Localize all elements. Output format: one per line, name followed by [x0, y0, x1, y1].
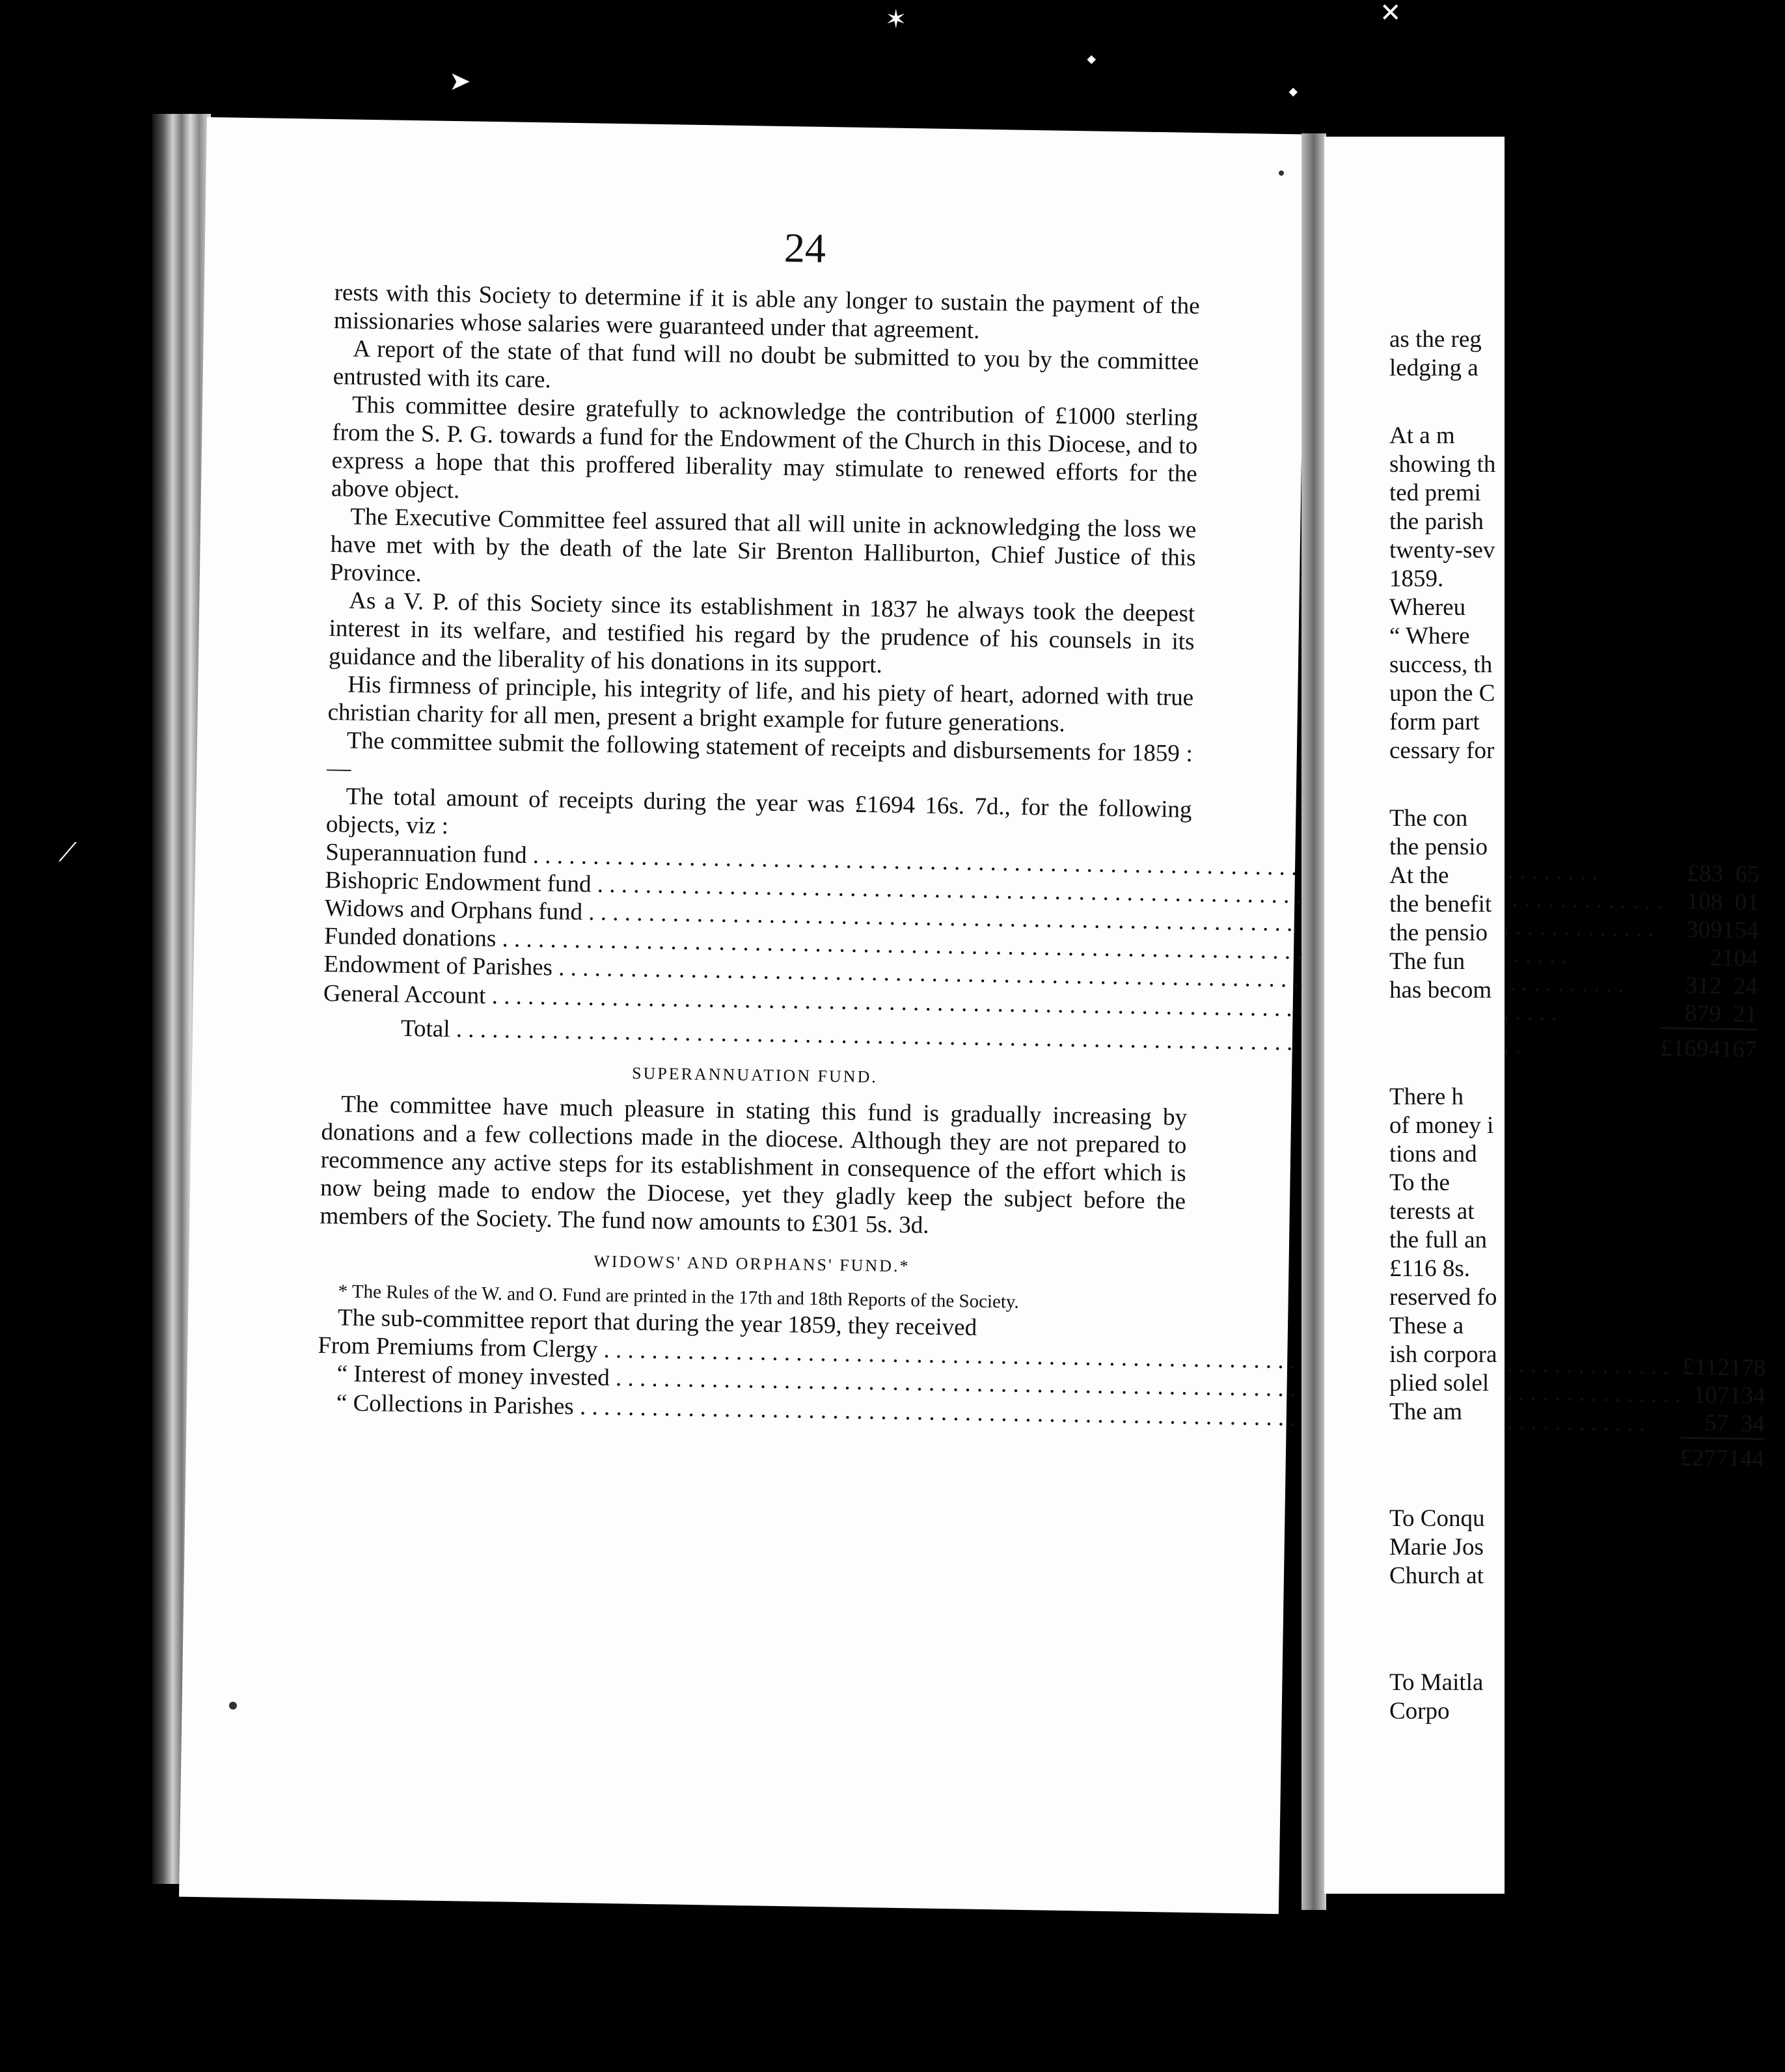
row-label: Endowment of Parishes . . . [323, 950, 1661, 999]
dust-speck: ⬩ [1288, 76, 1298, 105]
paragraph: The committee have much pleasure in stating this fund is gradually increasing by donations and a few collections made in the diocese. Although they are not prepared to recommence any active steps for its establishment in consequence of the effort which is now being made to endow the Diocese, yet they gladly keep the subject before the members of the Society. The fund now amounts to £301 5s. 3d. [320, 1091, 1188, 1239]
pence-cell: 7 [1744, 1036, 1757, 1063]
text-line-fragment: upon the C [1389, 680, 1495, 707]
text-line-fragment: The fun [1389, 948, 1465, 975]
text-line-fragment: ledging a [1389, 355, 1478, 381]
text-line-fragment: To Conqu [1389, 1505, 1485, 1532]
pence-cell: 4 [1745, 945, 1758, 972]
section-heading: SUPERANNUATION FUND. [631, 1063, 879, 1087]
line-gap [1389, 1005, 1650, 1044]
paragraph: The Executive Committee feel assured that all will unite in acknowledging the loss we have met with by the death of the late Sir Brenton Halliburton, Chief Justice of this Province. [329, 503, 1197, 588]
line-gap [1389, 383, 1650, 422]
total-label: Total . . . [323, 1013, 1661, 1062]
line-gap [1389, 1426, 1650, 1465]
shillings-cell: 15 [1722, 916, 1747, 944]
pounds-cell: 57 [1704, 1410, 1729, 1437]
line-gap [1389, 1590, 1650, 1629]
pence-cell: 1 [1745, 1001, 1758, 1028]
text-line-fragment: ted premi [1389, 480, 1481, 506]
text-line-fragment: Marie Jos [1389, 1534, 1484, 1561]
pounds-cell: £277 [1680, 1444, 1728, 1472]
paragraph: The committee submit the following statement of receipts and disbursements for 1859 :— [326, 727, 1193, 782]
text-line-fragment: At a m [1389, 422, 1455, 449]
shillings-cell: 3 [1740, 1410, 1753, 1438]
shillings-cell: 13 [1728, 1382, 1754, 1410]
dust-speck: ✶ [885, 5, 907, 34]
section-heading: WIDOWS' AND ORPHANS' FUND.* [593, 1251, 910, 1276]
text-line-fragment: tions and [1389, 1141, 1477, 1167]
text-line-fragment: The am [1389, 1398, 1462, 1425]
right-page-text [1389, 325, 1650, 1726]
text-line-fragment: cessary for [1389, 737, 1495, 764]
line-gap [1389, 1465, 1650, 1505]
paragraph: The sub-committee report that during the year 1859, they received [337, 1304, 977, 1341]
text-line-fragment: “ Where [1389, 623, 1470, 649]
text-line-fragment: These a [1389, 1313, 1464, 1339]
row-label: Funded donations . . . [324, 922, 1662, 971]
pence-cell: 4 [1752, 1410, 1765, 1438]
shillings-cell: 6 [1735, 861, 1748, 888]
text-line-fragment: terests at [1389, 1198, 1475, 1225]
line-gap [1389, 1629, 1650, 1669]
text-line-fragment: the benefit [1389, 891, 1492, 918]
text-line-fragment: the pensio [1389, 834, 1488, 860]
text-line-fragment: has becom [1389, 977, 1492, 1003]
text-line-fragment: At the [1389, 862, 1449, 889]
paragraph: rests with this Society to determine if it is able any longer to sustain the payment of the missionaries whose salaries were guaranteed under that agreement. [333, 279, 1200, 344]
pence-cell: 4 [1752, 1382, 1765, 1410]
row-label: General Account . . . [323, 978, 1661, 1028]
shillings-cell: 2 [1732, 1001, 1745, 1028]
dust-speck: ➤ [449, 66, 471, 96]
row-label: Superannuation fund . . . [325, 838, 1663, 887]
pounds-cell: 108 [1686, 888, 1723, 916]
line-gap [1389, 765, 1650, 804]
ink-mark [1279, 170, 1284, 176]
text-line-fragment: There h [1389, 1084, 1464, 1110]
pounds-cell: £112 [1682, 1353, 1730, 1381]
pence-cell: 4 [1746, 917, 1759, 944]
row-label: From Premiums from Clergy . . . [318, 1331, 1682, 1381]
text-line-fragment: the parish [1389, 508, 1484, 535]
pounds-cell: 107 [1693, 1382, 1730, 1409]
text-line-fragment: form part [1389, 709, 1480, 735]
ink-mark [229, 1702, 237, 1710]
shillings-cell: 2 [1733, 973, 1746, 1000]
text-line-fragment: reserved fo [1389, 1284, 1497, 1311]
text-line-fragment: To Maitla [1389, 1669, 1484, 1696]
text-line-fragment: Whereu [1389, 594, 1466, 621]
page-number: 24 [783, 224, 826, 271]
text-line-fragment: Corpo [1389, 1698, 1450, 1724]
shillings-cell: 14 [1728, 1445, 1752, 1473]
footnote: * The Rules of the W. and O. Fund are printed in the 17th and 18th Reports of the Society. [338, 1281, 1020, 1313]
pence-cell: 1 [1747, 889, 1760, 916]
row-label: Widows and Orphans fund . . . [325, 894, 1663, 943]
shillings-cell: 16 [1720, 1035, 1745, 1063]
shillings-cell: 10 [1721, 944, 1747, 972]
pounds-cell: 312 [1685, 972, 1722, 1000]
text-line-fragment: Church at [1389, 1562, 1484, 1589]
paragraph: His firmness of principle, his integrity of life, and his piety of heart, adorned with true christian charity for all men, present a bright example for future generations. [327, 671, 1194, 737]
text-line-fragment: twenty-sev [1389, 537, 1495, 564]
pence-cell: 5 [1747, 861, 1760, 888]
pence-cell: 4 [1752, 1445, 1765, 1473]
shillings-cell: 0 [1734, 889, 1747, 916]
dust-speck: ⬩ [1087, 44, 1097, 73]
pence-cell: 4 [1745, 973, 1758, 1000]
row-label: “ Collections in Parishes . . . [317, 1387, 1681, 1438]
text-line-fragment: success, th [1389, 651, 1493, 678]
paragraph: A report of the state of that fund will no doubt be submitted to you by the committee entrusted with its care. [333, 335, 1199, 394]
text-line-fragment: 1859. [1389, 566, 1444, 592]
text-line-fragment: plied solel [1389, 1370, 1490, 1397]
pounds-cell: 879 [1684, 1000, 1721, 1028]
pounds-cell: 309 [1685, 916, 1723, 944]
dust-speck: ✕ [1380, 0, 1402, 27]
shillings-cell: 17 [1729, 1354, 1754, 1382]
text-line-fragment: To the [1389, 1169, 1450, 1196]
text-line-fragment: of money i [1389, 1112, 1494, 1139]
text-line-fragment: £116 8s. [1389, 1255, 1471, 1282]
text-line-fragment: The con [1389, 805, 1468, 832]
paragraph: This committee desire gratefully to acknowledge the contribution of £1000 sterling from the S. P. G. towards a fund for the Endowment of the Church in this Diocese, and to express a hope that this proffered liberality may stimulate to renewed efforts for the above object. [331, 391, 1199, 504]
paragraph: The total amount of receipts during the year was £1694 16s. 7d., for the following objects, viz : [325, 783, 1192, 839]
pence-cell: 8 [1753, 1354, 1766, 1382]
text-line-fragment: the pensio [1389, 920, 1488, 946]
pounds-cell: 2 [1710, 944, 1723, 972]
line-gap [1389, 1044, 1650, 1083]
text-line-fragment: as the reg [1389, 326, 1482, 353]
text-line-fragment: the full an [1389, 1227, 1488, 1253]
page-gutter [1301, 133, 1326, 1910]
text-line-fragment: showing th [1389, 451, 1496, 478]
row-label: Bishopric Endowment fund . . . [325, 866, 1663, 915]
dust-speck: ⟋ [59, 838, 77, 867]
pounds-cell: £1694 [1659, 1035, 1721, 1063]
pounds-cell: £83 [1687, 860, 1724, 888]
right-page-fragment [1324, 137, 1505, 1894]
text-line-fragment: ish corpora [1389, 1341, 1497, 1368]
paragraph: As a V. P. of this Society since its establishment in 1837 he always took the deepest interest in its welfare, and testified his regard by the prudence of his counsels in its guidance and the liberality of his donations in its support. [328, 587, 1195, 679]
row-label: “ Interest of money invested . . . [317, 1359, 1681, 1409]
